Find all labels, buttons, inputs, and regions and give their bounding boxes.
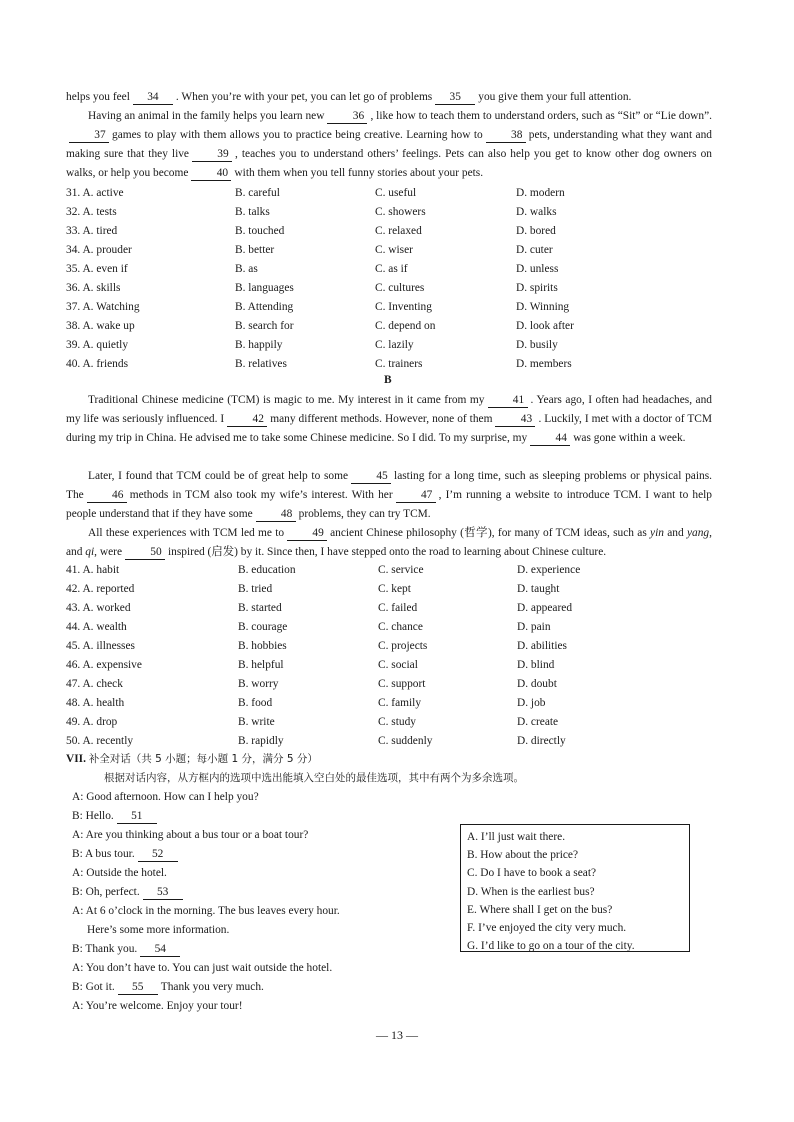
blank-49[interactable]: 49	[287, 527, 327, 541]
section-7-title: VII. 补全对话（共 5 小题；每小题 1 分，满分 5 分）	[66, 753, 318, 765]
blank-40[interactable]: 40	[191, 167, 231, 181]
options-41-50	[66, 561, 716, 751]
dialog-line: A: You don’t have to. You can just wait outside the hotel.	[72, 962, 333, 974]
blank-41[interactable]: 41	[488, 394, 528, 408]
blank-52[interactable]: 52	[138, 848, 178, 862]
option-row-43: 43. A. worked B. started C. failed D. appeared	[66, 602, 573, 614]
passage-b-paragraph-2: Later, I found that TCM could be of great help to some 45 lasting for a long time, such as sleeping problems or physical pains. The 46 methods in TCM also took my wife’s interest. With her 47 , I’m running a website to introduce TCM. I want to help people understand that if they have some 48 problems, they can try TCM.	[66, 470, 712, 520]
passage-b-paragraph-3: All these experiences with TCM led me to 49 ancient Chinese philosophy (哲学), for many of TCM ideas, such as yin and yang, and qi, were 50 inspired (启发) by it. Since then, I have stepped onto the road to learning about Chinese culture.	[66, 527, 712, 558]
blank-48[interactable]: 48	[256, 508, 296, 522]
blank-42[interactable]: 42	[227, 413, 267, 427]
section-7-instruction: 根据对话内容，从方框内的选项中选出能填入空白处的最佳选项，其中有两个为多余选项。	[104, 772, 524, 784]
option-row-42: 42. A. reported B. tried C. kept D. taught	[66, 583, 560, 595]
options-31-40	[66, 184, 716, 374]
choice-a[interactable]: A. I’ll just wait there.	[467, 831, 566, 843]
choice-d[interactable]: D. When is the earliest bus?	[467, 885, 595, 898]
choices-box	[460, 824, 690, 952]
option-row-45: 45. A. illnesses B. hobbies C. projects D. abilities	[66, 640, 567, 652]
option-row-35: 35. A. even if B. as C. as if D. unless	[66, 263, 559, 275]
dialog-line: Here’s some more information.	[87, 924, 230, 936]
section-b-heading: B	[384, 374, 392, 386]
option-row-32: 32. A. tests B. talks C. showers D. walks	[66, 206, 557, 218]
blank-38[interactable]: 38	[486, 129, 526, 143]
dialog-line: A: Good afternoon. How can I help you?	[72, 791, 259, 803]
blank-55[interactable]: 55	[118, 981, 158, 995]
option-row-37: 37. A. Watching B. Attending C. Inventing D. Winning	[66, 301, 570, 313]
option-row-38: 38. A. wake up B. search for C. depend on D. look after	[66, 320, 574, 332]
option-row-49: 49. A. drop B. write C. study D. create	[66, 716, 559, 728]
option-row-41: 41. A. habit B. education C. service D. experience	[66, 564, 581, 576]
option-row-48: 48. A. health B. food C. family D. job	[66, 697, 546, 709]
blank-39[interactable]: 39	[192, 148, 232, 162]
dialog-line: A: You’re welcome. Enjoy your tour!	[72, 1000, 243, 1012]
page-number: — 13 —	[376, 1028, 418, 1042]
blank-37[interactable]: 37	[69, 129, 109, 143]
blank-51[interactable]: 51	[117, 810, 157, 824]
option-row-31: 31. A. active B. careful C. useful D. modern	[66, 187, 565, 199]
choice-e[interactable]: E. Where shall I get on the bus?	[467, 903, 613, 916]
blank-43[interactable]: 43	[495, 413, 535, 427]
option-row-40: 40. A. friends B. relatives C. trainers D. members	[66, 358, 572, 370]
dialog-line: B: Oh, perfect. 53	[72, 883, 452, 902]
dialog-line: B: Got it. 55 Thank you very much.	[72, 981, 264, 993]
option-row-34: 34. A. prouder B. better C. wiser D. cuter	[66, 244, 553, 256]
choice-f[interactable]: F. I’ve enjoyed the city very much.	[467, 921, 627, 934]
blank-46[interactable]: 46	[87, 489, 127, 503]
blank-47[interactable]: 47	[396, 489, 436, 503]
dialog-line: A: At 6 o’clock in the morning. The bus leaves every hour.	[72, 905, 340, 917]
passage-b-paragraph-1: Traditional Chinese medicine (TCM) is magic to me. My interest in it came from my 41 . Years ago, I often had headaches, and my life was seriously influenced. I 42 many different methods. However, none of them 43 . Luckily, I met with a doctor of TCM during my trip in China. He advised me to take some Chinese medicine. So I did. To my surprise, my 44 was gone within a week.	[66, 394, 713, 444]
option-row-46: 46. A. expensive B. helpful C. social D. blind	[66, 659, 555, 671]
option-row-50: 50. A. recently B. rapidly C. suddenly D. directly	[66, 735, 566, 747]
blank-34[interactable]: 34	[133, 91, 173, 105]
dialog-line: B: Hello. 51	[72, 807, 452, 826]
choice-g[interactable]: G. I’d like to go on a tour of the city.	[467, 940, 635, 953]
dialog-line: A: Outside the hotel.	[72, 867, 167, 879]
dialog-line: B: Thank you. 54	[72, 940, 452, 959]
option-row-47: 47. A. check B. worry C. support D. doubt	[66, 678, 557, 690]
choice-b[interactable]: B. How about the price?	[467, 849, 579, 862]
blank-50[interactable]: 50	[125, 546, 165, 560]
passage-a-line-0: helps you feel 34 . When you’re with your pet, you can let go of problems 35 you give them your full attention.	[66, 91, 632, 103]
blank-36[interactable]: 36	[327, 110, 367, 124]
blank-45[interactable]: 45	[351, 470, 391, 484]
option-row-33: 33. A. tired B. touched C. relaxed D. bored	[66, 225, 556, 237]
blank-53[interactable]: 53	[143, 886, 183, 900]
option-row-44: 44. A. wealth B. courage C. chance D. pain	[66, 621, 551, 633]
passage-a-paragraph: Having an animal in the family helps you learn new 36 , like how to teach them to understand orders, such as “Sit” or “Lie down”. 37 games to play with them allows you to practice being creative. Learning how to 38 pets, understanding what they want and making sure that they live 39 , teaches you to understand others’ feelings. Pets can also help you get to know other dog owners on walks, or help you become 40 with them when you tell funny stories about your pets.	[66, 110, 712, 179]
option-row-36: 36. A. skills B. languages C. cultures D. spirits	[66, 282, 558, 294]
blank-35[interactable]: 35	[435, 91, 475, 105]
dialog	[72, 788, 452, 1016]
choice-c[interactable]: C. Do I have to book a seat?	[467, 867, 597, 880]
dialog-line: A: Are you thinking about a bus tour or a boat tour?	[72, 829, 309, 841]
option-row-39: 39. A. quietly B. happily C. lazily D. busily	[66, 339, 558, 351]
blank-44[interactable]: 44	[530, 432, 570, 446]
blank-54[interactable]: 54	[140, 943, 180, 957]
dialog-line: B: A bus tour. 52	[72, 845, 452, 864]
